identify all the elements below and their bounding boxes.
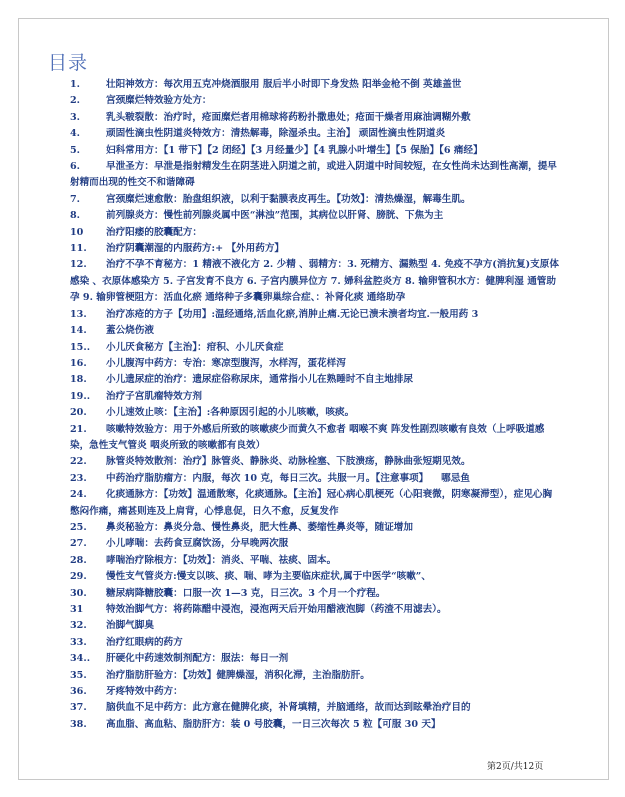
toc-entry-text: 特效治脚气方：将药陈醋中浸泡，浸泡两天后开始用醋液泡脚（药渣不用滤去）。 xyxy=(106,604,447,615)
toc-entry-text: 早泄圣方：早泄是指射精发生在阴茎进入阴道之前，或进入阴道中时间较短，在女性尚未达到性高潮，提早射精而出现的性交不和谐障碍 xyxy=(70,161,557,189)
toc-entry-number: 12. xyxy=(70,259,87,271)
toc-entry[interactable] xyxy=(70,389,560,405)
toc-entry[interactable] xyxy=(70,651,560,667)
toc-entry-text: 治疗脂肪肝验方：【功效】健脾燥湿，消积化滞，主治脂肪肝。 xyxy=(106,669,370,681)
toc-entry-number: 35. xyxy=(70,669,87,681)
toc-entry-number: 16. xyxy=(70,357,87,369)
toc-entry[interactable] xyxy=(70,143,560,159)
toc-entry-number: 38. xyxy=(70,718,87,730)
toc-entry-text: 高血脂、高血粘、脂肪肝方：装 0 号胶囊，一日三次每次 5 粒【可服 30 天】 xyxy=(106,718,441,730)
toc-entry[interactable] xyxy=(70,586,560,602)
toc-entry[interactable] xyxy=(70,241,560,257)
toc-entry-number: 29. xyxy=(70,571,87,583)
toc-entry-number: 34.. xyxy=(70,653,91,665)
toc-entry-number: 19.. xyxy=(70,390,91,402)
toc-entry-text: 妇科常用方：【1 带下】【2 闭经】【3 月经量少】【4 乳腺小叶增生】【5 保胎】【6 痛经】 xyxy=(106,144,483,156)
toc-entry[interactable] xyxy=(70,471,560,487)
toc-entry-number: 25. xyxy=(70,521,87,533)
toc-entry[interactable] xyxy=(70,356,560,372)
toc-entry-number: 18. xyxy=(70,374,87,386)
toc-entry-text: 鼻炎秘验方：鼻炎分急、慢性鼻炎，肥大性鼻、萎缩性鼻炎等，随证增加 xyxy=(106,521,413,533)
toc-entry[interactable] xyxy=(70,422,560,455)
toc-entry-text: 脑供血不足中药方：此方意在健脾化痰，补肾填精，并脑通络，故而达到眩晕治疗目的 xyxy=(106,702,471,714)
toc-entry[interactable] xyxy=(70,126,560,142)
toc-entry[interactable] xyxy=(70,700,560,716)
toc-entry[interactable] xyxy=(70,520,560,536)
toc-entry-number: 10 xyxy=(70,226,84,238)
toc-entry-number: 32. xyxy=(70,620,87,632)
toc-entry[interactable] xyxy=(70,602,560,618)
toc-entry-number: 33. xyxy=(70,636,87,648)
toc-entry[interactable] xyxy=(70,257,560,306)
toc-entry-number: 37. xyxy=(70,702,87,714)
toc-entry-text: 蓋公烧伤液 xyxy=(106,325,154,337)
toc-entry-text: 脉管炎特效散剂：治疗】脉管炎、静脉炎、动脉栓塞、下肢溃疡，静脉曲张短期见效。 xyxy=(106,456,471,468)
toc-entry-number: 30. xyxy=(70,587,87,599)
page-number: 第2页/共12页 xyxy=(487,762,544,772)
toc-entry[interactable] xyxy=(70,340,560,356)
toc-entry-number: 28. xyxy=(70,554,87,566)
toc-entry-number: 15.. xyxy=(70,341,91,353)
toc-entry[interactable] xyxy=(70,372,560,388)
toc-entry-text: 小儿遗尿症的治疗：遗尿症俗称尿床，通常指小儿在熟睡时不自主地排尿 xyxy=(106,374,413,386)
toc-entry[interactable] xyxy=(70,553,560,569)
toc-entry-text: 宫颈糜烂速愈散：胎盘组织液，以利于黏膜表皮再生。【功效】：清热燥湿，解毒生肌。 xyxy=(106,193,471,205)
toc-entry-text: 化痰通脉方：【功效】温通散寒，化痰通脉。【主治】冠心病心肌梗死（心阳衰微，阴寒凝滞型），症见心胸憋闷作痛，痛甚则连及上肩背，心悸息促，日久不愈，反复发作 xyxy=(70,489,553,517)
toc-entry[interactable] xyxy=(70,93,560,109)
toc-entry[interactable] xyxy=(70,192,560,208)
toc-entry-text: 慢性支气管炎方:慢支以咳、痰、喘、哮为主要临床症状,属于中医学“咳嗽”、 xyxy=(106,571,431,583)
toc-entry-text: 治疗子宫肌瘤特效方剂 xyxy=(106,390,202,402)
toc-entry-number: 1. xyxy=(70,79,81,90)
toc-entry-number: 5. xyxy=(70,144,81,156)
toc-entry[interactable] xyxy=(70,635,560,651)
toc-entry-text: 顽固性滴虫性阴道炎特效方：清热解毒，除湿杀虫。主治】 顽固性滴虫性阴道炎 xyxy=(106,128,446,140)
toc-entry-number: 3. xyxy=(70,111,81,123)
toc-entry-number: 36. xyxy=(70,686,87,698)
toc-entry-number: 24. xyxy=(70,489,87,501)
toc-entry-number: 21. xyxy=(70,423,87,435)
toc-entry-number: 14. xyxy=(70,325,87,337)
toc-entry-number: 31 xyxy=(70,604,84,615)
toc-entry-text: 前列腺炎方：慢性前列腺炎属中医“淋浊”范围，其病位以肝肾、膀胱、下焦为主 xyxy=(106,210,444,222)
toc-entry-text: 咳嗽特效验方：用于外感后所致的咳嗽痰少而黄久不愈者 咽喉不爽 阵发性剧烈咳嗽有良效（上呼吸道感染，急性支气管炎 咽炎所致的咳嗽都有良效） xyxy=(70,423,545,451)
toc-entry-text: 治疗阳痿的胶囊配方： xyxy=(106,226,202,238)
toc-entry-number: 13. xyxy=(70,308,87,320)
toc-entry-text: 乳头皲裂散：治疗时，疮面糜烂者用棉球将药粉扑撒患处；疮面干燥者用麻油调糊外敷 xyxy=(106,111,471,123)
toc-entry[interactable] xyxy=(70,684,560,700)
toc-entry-text: 治疗红眼病的药方 xyxy=(106,636,183,648)
toc-entry[interactable] xyxy=(70,536,560,552)
toc-entry-text: 中药治疗脂肪瘤方：内服，每次 10 克，每日三次。共服一月。【注意事项】 哪忌鱼 xyxy=(106,472,470,484)
toc-entry-number: 2. xyxy=(70,95,81,107)
toc-entry-text: 哮喘治疗除根方：【功效】：消炎、平喘、祛痰、固本。 xyxy=(106,554,337,566)
toc-entry[interactable] xyxy=(70,110,560,126)
toc-entry-text: 小儿哮喘：去药食豆腐饮汤，分早晚两次服 xyxy=(106,538,289,550)
toc-entry[interactable] xyxy=(70,208,560,224)
toc-entry-text: 治疗不孕不育秘方：1 精液不液化方 2. 少精 、弱精方：3. 死精方、漏熟型 4. 免疫不孕方(消抗复)支原体感染 、衣原体感染方 5. 子宫发育不良方 6. 子宫内膜异位方 7. 婦科盆腔炎方 8. 输卵管积水方：健脾利湿 通管助孕 9. 输卵管梗阻方：活血化瘀 通络种子多囊卵巢综合症、：补肾化痰 通络助孕 xyxy=(70,259,559,304)
toc-entry[interactable] xyxy=(70,717,560,733)
toc-entry-text: 小儿厌食秘方【主治】：疳积、小儿厌食症 xyxy=(106,341,284,353)
toc-entry[interactable] xyxy=(70,323,560,339)
toc-entry[interactable] xyxy=(70,77,560,93)
toc-entry-text: 治脚气脚臭 xyxy=(106,620,154,632)
toc-entry-number: 4. xyxy=(70,128,81,140)
toc-entry[interactable] xyxy=(70,454,560,470)
toc-entry-number: 11. xyxy=(70,243,87,255)
toc-entry-text: 小儿腹泻中药方：专治：寒凉型腹泻，水样泻，蛋花样泻 xyxy=(106,357,346,369)
toc-entry[interactable] xyxy=(70,225,560,241)
toc-entry-text: 糖尿病降糖胶囊：口服一次 1—3 克，日三次。3 个月一个疗程。 xyxy=(106,587,386,599)
toc-entry-number: 20. xyxy=(70,407,87,419)
toc-entry[interactable] xyxy=(70,569,560,585)
toc-entry-number: 8. xyxy=(70,210,81,222)
page-title: 目录 xyxy=(48,52,89,74)
toc-entry[interactable] xyxy=(70,487,560,520)
toc-entry[interactable] xyxy=(70,618,560,634)
table-of-contents xyxy=(70,77,560,733)
toc-entry-text: 壮阳神效方：每次用五克冲烧酒服用 服后半小时即下身发热 阳举金枪不倒 英雄盖世 xyxy=(106,79,462,90)
toc-entry[interactable] xyxy=(70,405,560,421)
toc-entry[interactable] xyxy=(70,668,560,684)
toc-entry-number: 6. xyxy=(70,161,81,173)
toc-entry-number: 7. xyxy=(70,193,81,205)
toc-entry-number: 22. xyxy=(70,456,87,468)
toc-entry-text: 肝硬化中药速效制剂配方：服法：每日一剂 xyxy=(106,653,289,665)
toc-entry-text: 治疗冻疮的方子【功用】:温经通络,活血化瘀,消肿止痛.无论已溃未溃者均宜.一般用药 3 xyxy=(106,308,479,320)
toc-entry-text: 宫颈糜烂特效验方处方： xyxy=(106,95,212,107)
toc-entry-number: 23. xyxy=(70,472,87,484)
toc-entry[interactable] xyxy=(70,159,560,192)
toc-entry[interactable] xyxy=(70,307,560,323)
toc-entry-text: 牙疼特效中药方： xyxy=(106,686,183,698)
toc-entry-text: 治疗阴囊潮湿的内服药方:+ 【外用药方】 xyxy=(106,243,285,255)
toc-entry-number: 27. xyxy=(70,538,87,550)
toc-entry-text: 小儿速效止咳：【主治】:各种原因引起的小儿咳嗽，咳痰。 xyxy=(106,407,355,419)
